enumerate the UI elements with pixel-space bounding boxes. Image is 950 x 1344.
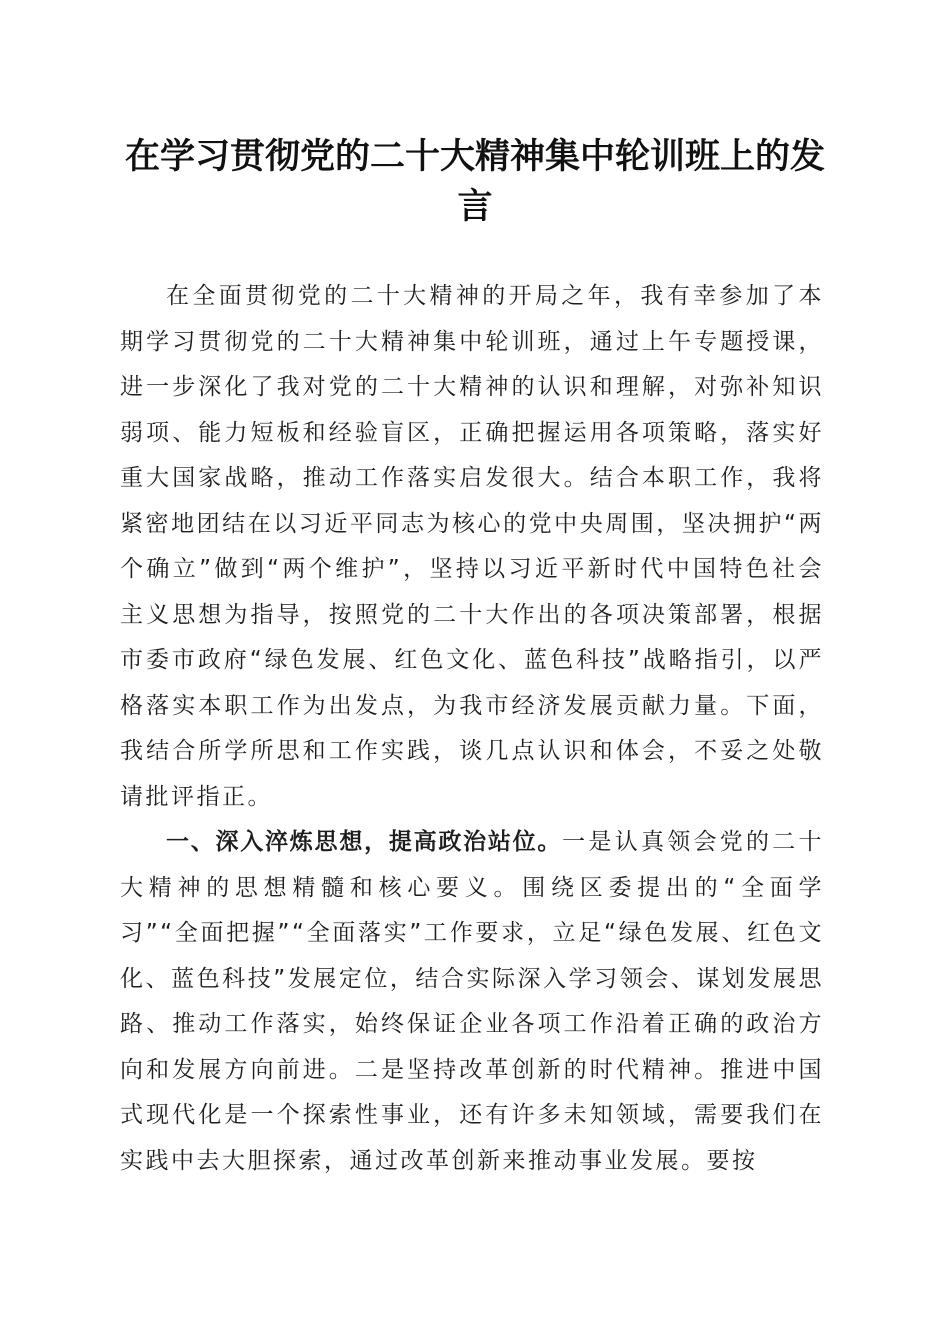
section-one-text: 一是认真领会党的二十大精神的思想精髓和核心要义。围绕区委提出的“全面学习”“全面把握”“全面落实”工作要求，立足“绿色发展、红色文化、蓝色科技”发展定位，结合实际深入学习领会、谋划发展思路、推动工作落实，始终保证企业各项工作沿着正确的政治方向和发展方向前进。二是坚持改革创新的时代精神。推进中国式现代化是一个探索性事业，还有许多未知领域，需要我们在实践中去大胆探索，通过改革创新来推动事业发展。要按 — [120, 829, 825, 1174]
intro-paragraph — [120, 274, 824, 820]
document-title: 在学习贯彻党的二十大精神集中轮训班上的发言 — [124, 136, 825, 227]
intro-paragraph-text: 在全面贯彻党的二十大精神的开局之年，我有幸参加了本期学习贯彻党的二十大精神集中轮训班，通过上午专题授课，进一步深化了我对党的二十大精神的认识和理解，对弥补知识弱项、能力短板和经验盲区，正确把握运用各项策略，落实好重大国家战略，推动工作落实启发很大。结合本职工作，我将紧密地团结在以习近平同志为核心的党中央周围，坚决拥护“两个确立”做到“两个维护”，坚持以习近平新时代中国特色社会主义思想为指导，按照党的二十大作出的各项决策部署，根据市委市政府“绿色发展、红色文化、蓝色科技”战略指引，以严格落实本职工作为出发点，为我市经济发展贡献力量。下面，我结合所学所思和工作实践，谈几点认识和体会，不妥之处敬请批评指正。 — [120, 283, 824, 810]
document-body — [120, 274, 824, 1184]
section-one-paragraph — [120, 820, 824, 1184]
section-one-heading: 一、深入淬炼思想，提高政治站位。 — [166, 829, 563, 855]
